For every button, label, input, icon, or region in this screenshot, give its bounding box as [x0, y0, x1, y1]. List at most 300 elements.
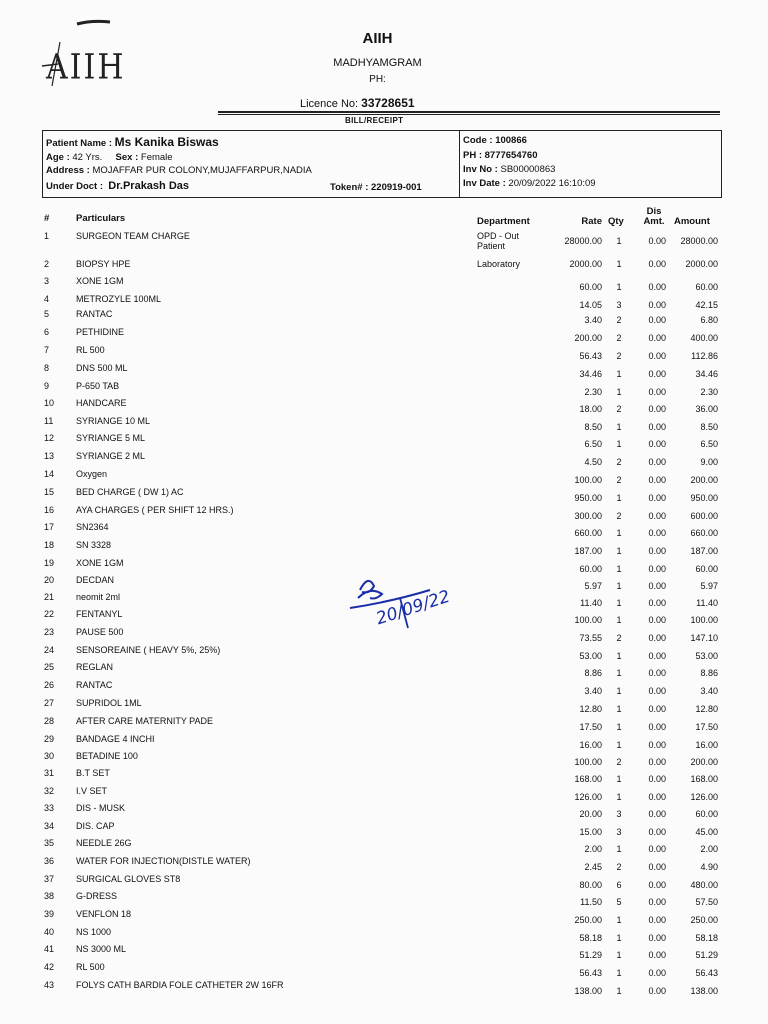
item-amount: 950.00 [690, 493, 718, 503]
item-qty: 1 [616, 651, 622, 661]
row-number: 32 [44, 786, 55, 796]
code-label: Code : [463, 135, 493, 146]
col-header-department: Department [477, 216, 530, 227]
item-discount: 0.00 [648, 686, 666, 696]
item-qty: 3 [616, 809, 622, 819]
token-label: Token# : [330, 182, 369, 193]
item-particulars: SURGEON TEAM CHARGE [76, 231, 190, 241]
item-particulars: BIOPSY HPE [76, 259, 131, 269]
item-rate: 12.80 [579, 704, 602, 714]
row-number: 38 [44, 891, 55, 901]
row-number: 7 [44, 345, 50, 355]
row-number: 26 [44, 680, 55, 690]
col-header-dis: Dis [646, 206, 662, 217]
col-header-dis-amt: Amt. [643, 216, 665, 227]
item-particulars: WATER FOR INJECTION(DISTLE WATER) [76, 856, 251, 866]
item-particulars: RANTAC [76, 680, 113, 690]
col-header-no: # [44, 213, 50, 224]
item-rate: 6.50 [584, 439, 602, 449]
patient-age: 42 Yrs. [72, 152, 103, 163]
item-rate: 80.00 [579, 880, 602, 890]
item-particulars: BANDAGE 4 INCHI [76, 734, 155, 744]
item-rate: 100.00 [574, 615, 602, 625]
item-rate: 100.00 [574, 475, 602, 485]
item-particulars: HANDCARE [76, 398, 127, 408]
doctor-label: Under Doct : [46, 181, 103, 192]
item-qty: 1 [616, 844, 622, 854]
item-amount: 60.00 [695, 282, 718, 292]
row-number: 31 [44, 768, 55, 778]
invoice-date-label: Inv Date : [463, 178, 506, 189]
item-qty: 1 [616, 740, 622, 750]
row-number: 42 [44, 962, 55, 972]
address-field [46, 165, 312, 176]
item-rate: 51.29 [579, 950, 602, 960]
col-header-particulars: Particulars [76, 213, 126, 224]
licence-label: Licence No: [300, 98, 359, 110]
item-amount: 147.10 [690, 633, 718, 643]
item-rate: 34.46 [579, 369, 602, 379]
item-qty: 1 [616, 369, 622, 379]
row-number: 27 [44, 698, 55, 708]
row-number: 10 [44, 398, 55, 408]
item-qty: 1 [616, 968, 622, 978]
row-number: 37 [44, 874, 55, 884]
item-amount: 60.00 [695, 564, 718, 574]
item-rate: 8.86 [584, 668, 602, 678]
invoice-number-label: Inv No : [463, 164, 498, 175]
row-number: 15 [44, 487, 55, 497]
table-row [0, 716, 768, 733]
item-qty: 2 [616, 315, 622, 325]
item-particulars: neomit 2ml [76, 592, 121, 602]
table-row [0, 327, 768, 344]
invoice-number-field [463, 164, 555, 175]
table-row [0, 874, 768, 891]
row-number: 33 [44, 803, 55, 813]
item-qty: 1 [616, 598, 622, 608]
row-number: 12 [44, 433, 55, 443]
item-rate: 4.50 [584, 457, 602, 467]
row-number: 36 [44, 856, 55, 866]
table-row [0, 698, 768, 715]
item-discount: 0.00 [648, 880, 666, 890]
table-row [0, 276, 768, 293]
item-qty: 2 [616, 475, 622, 485]
item-amount: 58.18 [695, 933, 718, 943]
item-particulars: SYRIANGE 2 ML [76, 451, 146, 461]
item-qty: 6 [616, 880, 622, 890]
item-amount: 11.40 [696, 598, 718, 608]
item-rate: 11.40 [580, 598, 602, 608]
patient-phone: 8777654760 [484, 150, 538, 161]
patient-code: 100866 [495, 135, 527, 146]
item-discount: 0.00 [648, 774, 666, 784]
item-qty: 1 [616, 915, 622, 925]
row-number: 8 [44, 363, 50, 373]
item-amount: 8.50 [700, 422, 718, 432]
item-amount: 6.50 [700, 439, 718, 449]
item-discount: 0.00 [648, 792, 666, 802]
row-number: 9 [44, 381, 50, 391]
row-number: 25 [44, 662, 55, 672]
item-amount: 45.00 [695, 827, 718, 837]
item-qty: 1 [616, 282, 622, 292]
row-number: 18 [44, 540, 55, 550]
token-number: 220919-001 [371, 182, 422, 193]
invoice-date-field [463, 178, 596, 189]
item-amount: 9.00 [700, 457, 718, 467]
item-rate: 18.00 [579, 404, 602, 414]
item-particulars: AFTER CARE MATERNITY PADE [76, 716, 214, 726]
hospital-name: AIIH [362, 30, 393, 47]
item-qty: 2 [616, 862, 622, 872]
item-particulars: Oxygen [76, 469, 108, 479]
item-qty: 1 [616, 236, 622, 246]
item-discount: 0.00 [648, 404, 666, 414]
table-row [0, 927, 768, 944]
row-number: 29 [44, 734, 55, 744]
patient-name: Ms Kanika Biswas [114, 135, 219, 149]
item-discount: 0.00 [648, 351, 666, 361]
doctor-name: Dr.Prakash Das [108, 180, 189, 192]
item-particulars: B.T SET [76, 768, 110, 778]
item-amount: 6.80 [700, 315, 718, 325]
item-amount: 168.00 [690, 774, 718, 784]
table-row [0, 487, 768, 504]
item-qty: 1 [616, 722, 622, 732]
item-discount: 0.00 [648, 862, 666, 872]
item-discount: 0.00 [648, 282, 666, 292]
table-row [0, 451, 768, 468]
doctor-field [46, 180, 189, 192]
item-amount: 480.00 [690, 880, 718, 890]
table-row [0, 803, 768, 820]
item-particulars: RL 500 [76, 962, 105, 972]
table-row [0, 505, 768, 522]
item-amount: 112.86 [691, 351, 718, 361]
item-rate: 60.00 [579, 564, 602, 574]
item-discount: 0.00 [648, 968, 666, 978]
item-discount: 0.00 [648, 704, 666, 714]
item-discount: 0.00 [648, 528, 666, 538]
item-amount: 400.00 [690, 333, 718, 343]
item-discount: 0.00 [648, 651, 666, 661]
item-amount: 126.00 [690, 792, 718, 802]
signature-date: 20/09/22 [373, 586, 453, 630]
invoice-number: SB00000863 [500, 164, 556, 175]
hospital-location: MADHYAMGRAM [333, 57, 422, 69]
item-qty: 1 [616, 668, 622, 678]
phone-field [463, 150, 537, 161]
header-rule [218, 111, 720, 113]
logo-text: AIIH [46, 47, 126, 88]
item-qty: 3 [616, 827, 622, 837]
address-label: Address : [46, 165, 90, 176]
row-number: 21 [44, 592, 55, 602]
table-row [0, 768, 768, 785]
table-row [0, 980, 768, 997]
item-particulars: G-DRESS [76, 891, 118, 901]
table-row [0, 645, 768, 662]
item-qty: 1 [616, 564, 622, 574]
item-amount: 53.00 [695, 651, 718, 661]
item-particulars: METROZYLE 100ML [76, 294, 162, 304]
phone-label: PH : [463, 150, 482, 161]
patient-sex: Female [140, 152, 173, 163]
item-qty: 2 [616, 351, 622, 361]
item-particulars: PETHIDINE [76, 327, 125, 337]
row-number: 34 [44, 821, 55, 831]
item-qty: 3 [616, 300, 622, 310]
table-row [0, 522, 768, 539]
table-row [0, 680, 768, 697]
item-rate: 2000.00 [569, 259, 602, 269]
item-amount: 17.50 [695, 722, 718, 732]
item-rate: 250.00 [574, 915, 602, 925]
item-rate: 950.00 [574, 493, 602, 503]
table-row [0, 433, 768, 450]
item-discount: 0.00 [648, 740, 666, 750]
item-particulars: REGLAN [76, 662, 114, 672]
item-particulars: NS 1000 [76, 927, 112, 937]
item-amount: 8.86 [700, 668, 718, 678]
item-amount: 57.50 [695, 897, 718, 907]
table-row [0, 416, 768, 433]
item-rate: 168.00 [574, 774, 602, 784]
item-qty: 1 [616, 581, 622, 591]
table-row [0, 944, 768, 961]
item-discount: 0.00 [648, 633, 666, 643]
sex-label: Sex : [115, 152, 139, 163]
item-qty: 1 [616, 950, 622, 960]
item-particulars: XONE 1GM [76, 276, 124, 286]
item-discount: 0.00 [648, 722, 666, 732]
item-rate: 3.40 [584, 686, 602, 696]
item-qty: 1 [616, 422, 622, 432]
patient-address: MOJAFFAR PUR COLONY,MUJAFFARPUR,NADIA [92, 165, 312, 176]
invoice-date: 20/09/2022 16:10:09 [508, 178, 596, 189]
table-row [0, 398, 768, 415]
item-qty: 2 [616, 757, 622, 767]
table-row [0, 909, 768, 926]
item-amount: 12.80 [695, 704, 718, 714]
item-discount: 0.00 [648, 564, 666, 574]
table-row [0, 540, 768, 557]
item-amount: 660.00 [690, 528, 718, 538]
row-number: 14 [44, 469, 55, 479]
item-amount: 56.43 [695, 968, 718, 978]
table-row [0, 786, 768, 803]
item-discount: 0.00 [648, 475, 666, 485]
item-amount: 2.00 [700, 844, 718, 854]
item-particulars: DIS - MUSK [76, 803, 126, 813]
item-discount: 0.00 [648, 369, 666, 379]
item-discount: 0.00 [648, 933, 666, 943]
token-field [330, 182, 422, 193]
table-row [0, 891, 768, 908]
item-rate: 2.45 [584, 862, 602, 872]
item-amount: 2000.00 [685, 259, 718, 269]
item-qty: 1 [616, 387, 622, 397]
item-qty: 1 [616, 546, 622, 556]
row-number: 30 [44, 751, 55, 761]
item-rate: 138.00 [574, 986, 602, 996]
item-amount: 36.00 [695, 404, 718, 414]
item-qty: 1 [616, 493, 622, 503]
row-number: 4 [44, 294, 50, 304]
item-discount: 0.00 [648, 236, 666, 246]
item-amount: 2.30 [700, 387, 718, 397]
item-amount: 51.29 [695, 950, 718, 960]
item-particulars: DIS. CAP [76, 821, 115, 831]
item-amount: 200.00 [690, 475, 718, 485]
item-discount: 0.00 [648, 333, 666, 343]
item-amount: 42.15 [695, 300, 718, 310]
patient-name-field [46, 135, 219, 149]
item-particulars: NEEDLE 26G [76, 838, 132, 848]
table-row [0, 381, 768, 398]
item-particulars: SURGICAL GLOVES ST8 [76, 874, 181, 884]
item-rate: 60.00 [579, 282, 602, 292]
item-discount: 0.00 [648, 615, 666, 625]
col-header-amount: Amount [674, 216, 710, 227]
row-number: 19 [44, 558, 55, 568]
item-discount: 0.00 [648, 986, 666, 996]
item-rate: 660.00 [574, 528, 602, 538]
item-qty: 5 [616, 897, 622, 907]
item-rate: 300.00 [574, 511, 602, 521]
item-rate: 73.55 [579, 633, 602, 643]
table-row [0, 345, 768, 362]
item-rate: 100.00 [574, 757, 602, 767]
item-rate: 14.05 [579, 300, 602, 310]
item-particulars: PAUSE 500 [76, 627, 124, 637]
table-row [0, 259, 768, 276]
item-rate: 53.00 [579, 651, 602, 661]
item-qty: 1 [616, 704, 622, 714]
item-rate: 8.50 [584, 422, 602, 432]
item-rate: 58.18 [579, 933, 602, 943]
item-particulars: P-650 TAB [76, 381, 120, 391]
row-number: 22 [44, 609, 55, 619]
item-particulars: SENSOREAINE ( HEAVY 5%, 25%) [76, 645, 221, 655]
item-department: Laboratory [477, 259, 521, 269]
item-rate: 2.00 [584, 844, 602, 854]
row-number: 17 [44, 522, 55, 532]
item-amount: 187.00 [690, 546, 718, 556]
item-discount: 0.00 [648, 511, 666, 521]
item-discount: 0.00 [648, 809, 666, 819]
row-number: 40 [44, 927, 55, 937]
item-particulars: RL 500 [76, 345, 105, 355]
item-amount: 28000.00 [680, 236, 718, 246]
age-label: Age : [46, 152, 70, 163]
table-row [0, 469, 768, 486]
item-amount: 138.00 [690, 986, 718, 996]
item-particulars: FOLYS CATH BARDIA FOLE CATHETER 2W 16FR [76, 980, 284, 990]
item-department: OPD - Out Patient [477, 231, 520, 251]
row-number: 41 [44, 944, 55, 954]
item-rate: 126.00 [574, 792, 602, 802]
hospital-phone-label: PH: [369, 74, 386, 85]
item-rate: 28000.00 [564, 236, 602, 246]
item-amount: 4.90 [700, 862, 718, 872]
item-rate: 20.00 [579, 809, 602, 819]
table-row [0, 734, 768, 751]
item-discount: 0.00 [648, 300, 666, 310]
table-row [0, 751, 768, 768]
item-amount: 60.00 [695, 809, 718, 819]
item-discount: 0.00 [648, 439, 666, 449]
item-discount: 0.00 [648, 757, 666, 767]
item-rate: 3.40 [584, 315, 602, 325]
item-qty: 1 [616, 774, 622, 784]
item-amount: 600.00 [690, 511, 718, 521]
table-row [0, 363, 768, 380]
item-qty: 2 [616, 404, 622, 414]
patient-name-label: Patient Name : [46, 138, 112, 149]
row-number: 1 [44, 231, 50, 241]
licence-number: 33728651 [361, 96, 415, 110]
item-discount: 0.00 [648, 581, 666, 591]
item-particulars: I.V SET [76, 786, 108, 796]
item-discount: 0.00 [648, 915, 666, 925]
item-qty: 1 [616, 259, 622, 269]
col-header-rate: Rate [581, 216, 602, 227]
item-particulars: RANTAC [76, 309, 113, 319]
item-qty: 1 [616, 615, 622, 625]
document-type: BILL/RECEIPT [345, 116, 404, 125]
item-particulars: NS 3000 ML [76, 944, 127, 954]
row-number: 24 [44, 645, 55, 655]
row-number: 23 [44, 627, 55, 637]
item-particulars: SYRIANGE 5 ML [76, 433, 146, 443]
item-rate: 56.43 [579, 351, 602, 361]
header-rule-thin [218, 114, 720, 115]
row-number: 3 [44, 276, 50, 286]
item-discount: 0.00 [648, 457, 666, 467]
item-rate: 17.50 [579, 722, 602, 732]
table-row [0, 309, 768, 326]
table-row [0, 838, 768, 855]
item-particulars: SUPRIDOL 1ML [76, 698, 142, 708]
item-rate: 187.00 [574, 546, 602, 556]
item-particulars: FENTANYL [76, 609, 123, 619]
item-qty: 1 [616, 933, 622, 943]
item-amount: 200.00 [690, 757, 718, 767]
item-rate: 200.00 [574, 333, 602, 343]
age-sex-field [46, 152, 173, 163]
item-discount: 0.00 [648, 387, 666, 397]
table-row [0, 231, 768, 251]
item-discount: 0.00 [648, 315, 666, 325]
item-rate: 16.00 [579, 740, 602, 750]
row-number: 16 [44, 505, 55, 515]
row-number: 5 [44, 309, 50, 319]
item-rate: 15.00 [579, 827, 602, 837]
row-number: 11 [44, 416, 54, 426]
table-row [0, 662, 768, 679]
item-particulars: SYRIANGE 10 ML [76, 416, 151, 426]
item-rate: 5.97 [584, 581, 602, 591]
item-discount: 0.00 [648, 897, 666, 907]
item-discount: 0.00 [648, 668, 666, 678]
item-amount: 3.40 [700, 686, 718, 696]
item-amount: 250.00 [690, 915, 718, 925]
item-discount: 0.00 [648, 493, 666, 503]
item-amount: 16.00 [695, 740, 718, 750]
